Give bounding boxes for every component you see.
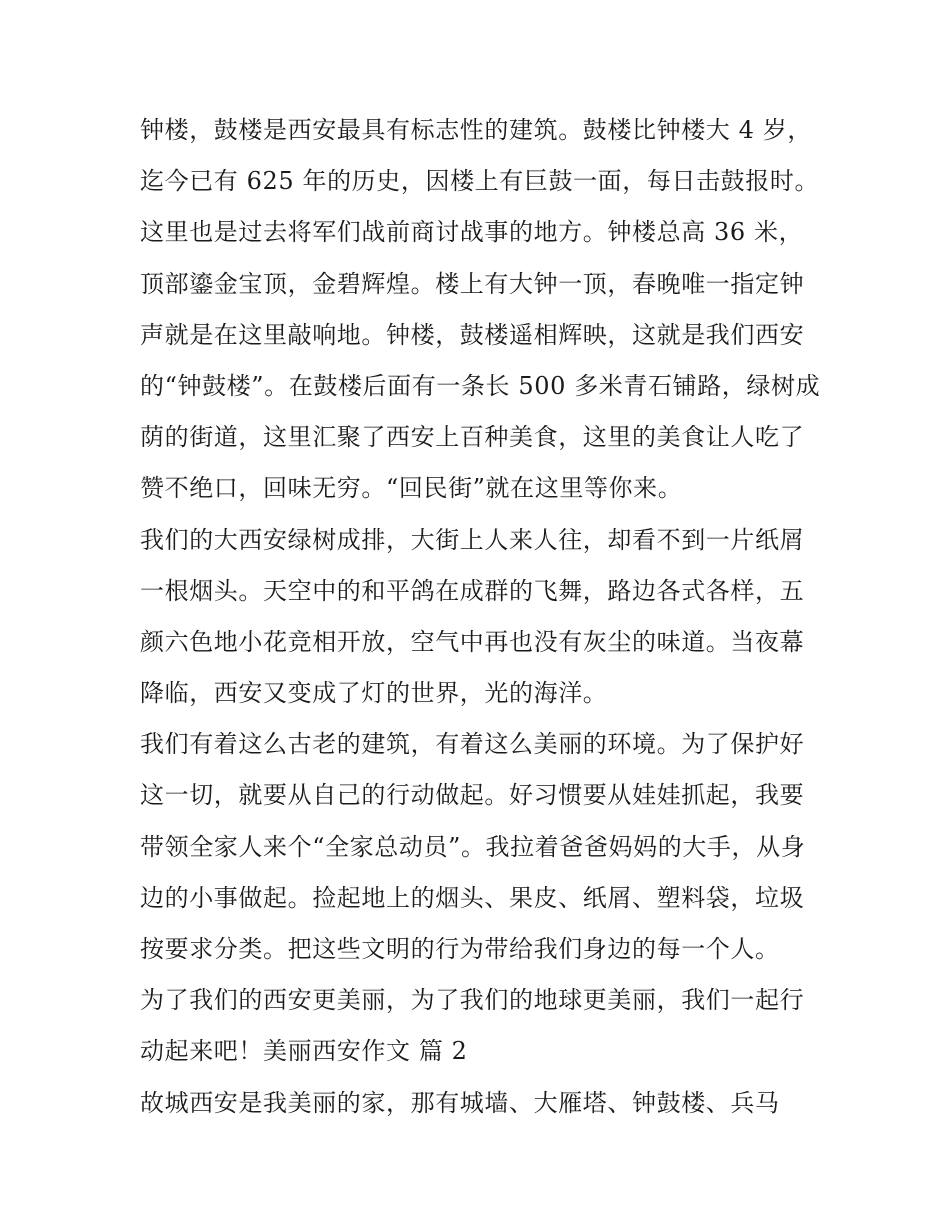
text-line: 这一切，就要从自己的行动做起。好习惯要从娃娃抓起，我要 <box>140 781 805 810</box>
text-line: 荫的街道，这里汇聚了西安上百种美食，这里的美食让人吃了 <box>140 423 805 452</box>
text-line: 为了我们的西安更美丽，为了我们的地球更美丽，我们一起行 <box>140 986 805 1015</box>
text-line: 的“钟鼓楼”。在鼓楼后面有一条长 500 多米青石铺路，绿树成 <box>140 371 821 400</box>
text-line: 顶部鎏金宝顶，金碧辉煌。楼上有大钟一顶，春晚唯一指定钟 <box>140 269 805 298</box>
text-line: 这里也是过去将军们战前商讨战事的地方。钟楼总高 36 米， <box>140 218 804 247</box>
text-line: 动起来吧！美丽西安作文 篇 2 <box>140 1037 468 1066</box>
text-line: 钟楼，鼓楼是西安最具有标志性的建筑。鼓楼比钟楼大 4 岁， <box>140 116 812 144</box>
text-line: 边的小事做起。捡起地上的烟头、果皮、纸屑、塑料袋，垃圾 <box>140 883 805 912</box>
text-line: 我们的大西安绿树成排，大街上人来人往，却看不到一片纸屑 <box>140 525 805 554</box>
text-line: 故城西安是我美丽的家，那有城墙、大雁塔、钟鼓楼、兵马 <box>140 1088 780 1117</box>
text-line: 赞不绝口，回味无穷。“回民街”就在这里等你来。 <box>140 474 683 503</box>
text-line: 迄今已有 625 年的历史，因楼上有巨鼓一面，每日击鼓报时。 <box>140 167 820 196</box>
text-line: 按要求分类。把这些文明的行为带给我们身边的每一个人。 <box>140 935 780 963</box>
text-line: 颜六色地小花竞相开放，空气中再也没有灰尘的味道。当夜幕 <box>140 627 805 656</box>
document-body <box>140 105 820 1129</box>
text-line: 一根烟头。天空中的和平鸽在成群的飞舞，路边各式各样，五 <box>140 576 805 605</box>
text-line: 我们有着这么古老的建筑，有着这么美丽的环境。为了保护好 <box>140 730 805 759</box>
text-line: 降临，西安又变成了灯的世界，光的海洋。 <box>140 679 608 708</box>
text-line: 带领全家人来个“全家总动员”。我拉着爸爸妈妈的大手，从身 <box>140 832 806 861</box>
text-line: 声就是在这里敲响地。钟楼，鼓楼遥相辉映，这就是我们西安 <box>140 320 805 349</box>
